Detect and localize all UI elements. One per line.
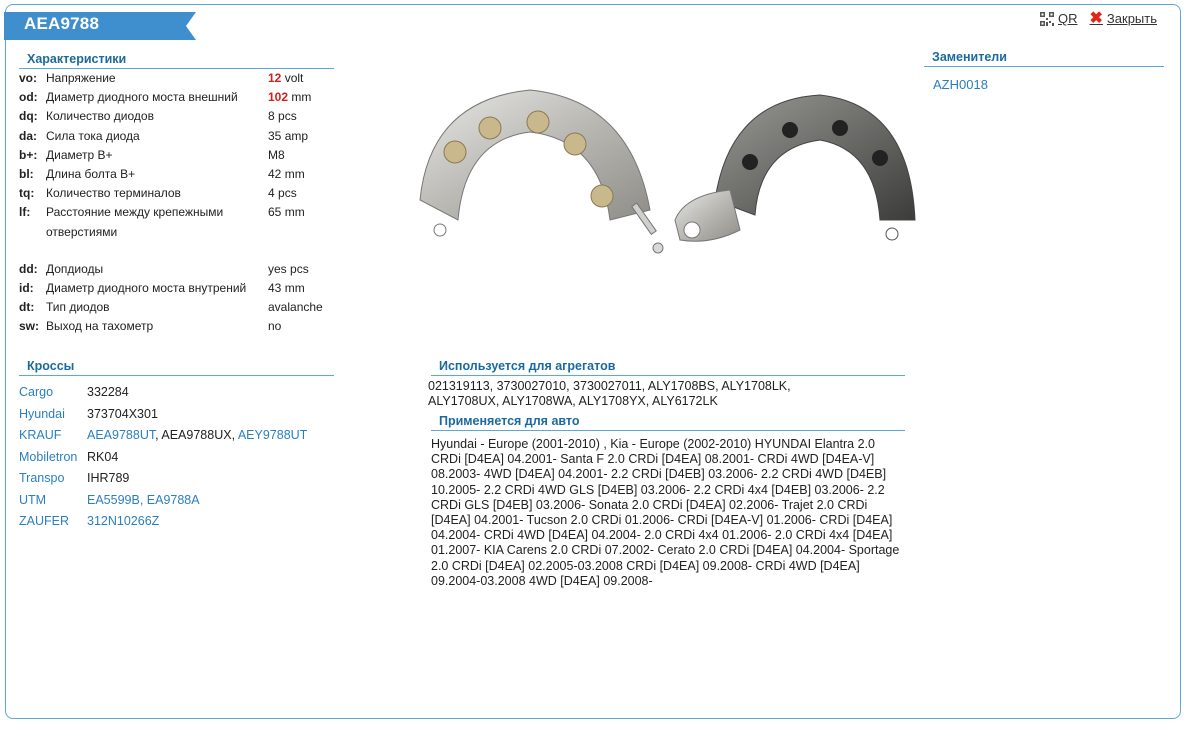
characteristic-number: 8 (268, 109, 275, 124)
characteristic-value (268, 203, 339, 241)
qr-icon (1040, 12, 1054, 26)
crosses-heading: Кроссы (19, 359, 334, 376)
characteristic-code: lf: (19, 205, 31, 220)
characteristic-code: b+: (19, 147, 38, 162)
cross-code: RK04 (87, 449, 119, 464)
close-link[interactable] (1090, 11, 1157, 26)
product-title: AEA9788 (24, 14, 100, 33)
characteristic-code: bl: (19, 167, 34, 182)
used-for-text: 021319113, 3730027010, 3730027011, ALY1708BS, ALY1708LK, ALY1708UX, ALY1708WA, ALY1708YX, ALY6172LK (428, 379, 791, 408)
characteristics-table (19, 69, 339, 337)
characteristic-row (19, 317, 339, 336)
cross-row (19, 511, 349, 533)
crosses-table (19, 382, 349, 533)
characteristic-name: Напряжение (46, 71, 116, 85)
cross-row (19, 468, 349, 490)
characteristic-row (19, 69, 339, 88)
cross-code-link[interactable]: EA5599B (87, 492, 140, 507)
cross-codes (87, 404, 349, 426)
characteristic-unit: pcs (274, 109, 297, 124)
cross-codes (87, 425, 349, 447)
characteristic-value (268, 88, 339, 107)
characteristic-number: 43 (268, 281, 282, 296)
characteristic-code: da: (19, 128, 37, 143)
characteristic-name: Допдиоды (46, 261, 104, 276)
product-photo (410, 70, 930, 270)
characteristic-unit: pcs (286, 261, 309, 276)
cross-code-link[interactable]: AEA9788UT (87, 428, 156, 442)
cross-code: 332284 (87, 385, 129, 399)
characteristic-value (268, 69, 339, 88)
characteristic-number: yes (268, 261, 287, 276)
cross-row (19, 404, 349, 426)
characteristic-code: tq: (19, 186, 35, 201)
characteristic-unit: mm (281, 281, 305, 296)
replacements-list (933, 77, 988, 92)
characteristic-code: dt: (19, 300, 35, 315)
characteristic-number: 12 (268, 71, 282, 85)
characteristic-value (268, 279, 339, 298)
cross-brand[interactable]: UTM (19, 492, 47, 507)
row-spacer (19, 242, 339, 260)
cross-codes (87, 511, 349, 533)
characteristic-code: vo: (19, 71, 37, 85)
cross-code: , (231, 428, 238, 442)
characteristic-number: no (268, 319, 282, 334)
characteristic-name: Тип диодов (46, 300, 110, 315)
characteristic-number: 35 (268, 128, 282, 143)
characteristic-number: 42 (268, 167, 282, 182)
cross-codes (87, 490, 349, 512)
cross-code: 373704X301 (87, 406, 158, 421)
cross-codes (87, 468, 349, 490)
characteristic-value (268, 127, 339, 146)
characteristic-name: Количество терминалов (46, 186, 181, 201)
characteristic-row (19, 107, 339, 126)
characteristic-value (268, 146, 339, 165)
characteristic-name: Диаметр диодного моста внутрений (46, 281, 247, 296)
cross-row (19, 425, 349, 447)
characteristic-row (19, 165, 339, 184)
characteristic-name: Выход на тахометр (46, 319, 154, 334)
characteristic-code: dq: (19, 109, 38, 124)
characteristic-value (268, 260, 339, 279)
qr-link[interactable] (1040, 11, 1078, 26)
characteristic-row (19, 146, 339, 165)
characteristic-row (19, 279, 339, 298)
cross-code-link[interactable]: AEY9788UT (237, 428, 308, 442)
characteristic-value (268, 107, 339, 126)
qr-label: QR (1058, 11, 1078, 26)
characteristic-name: Длина болта B+ (46, 167, 136, 182)
cross-row (19, 382, 349, 404)
characteristic-unit: volt (281, 71, 304, 85)
replacements-heading: Заменители (924, 50, 1164, 67)
cross-code: , (155, 428, 162, 442)
characteristic-unit: pcs (274, 186, 297, 201)
characteristic-number: avalanche (268, 300, 323, 315)
top-actions (1040, 11, 1157, 26)
replacement-link[interactable]: AZH0018 (933, 77, 988, 92)
applied-to-heading: Применяется для авто (431, 414, 905, 431)
characteristic-unit: mm (281, 167, 305, 182)
cross-codes (87, 447, 349, 469)
cross-brand[interactable]: Transpo (19, 471, 65, 485)
cross-code: AEA9788UX (161, 428, 232, 442)
characteristics-heading: Характеристики (19, 52, 334, 69)
characteristic-code: od: (19, 90, 38, 105)
characteristic-name: Диаметр диодного моста внешний (46, 90, 238, 105)
cross-codes (87, 382, 349, 404)
cross-brand[interactable]: Cargo (19, 385, 54, 399)
cross-code: IHR789 (87, 471, 130, 485)
characteristic-row (19, 298, 339, 317)
cross-code-link[interactable]: EA9788A (146, 492, 200, 507)
cross-row (19, 447, 349, 469)
characteristic-row (19, 88, 339, 107)
characteristic-unit: mm (281, 205, 305, 220)
characteristic-row (19, 184, 339, 203)
characteristic-row (19, 127, 339, 146)
cross-code-link[interactable]: , (139, 492, 147, 507)
characteristic-name: Расстояние между крепежными отверстиями (46, 205, 224, 239)
used-for-heading: Используется для агрегатов (431, 359, 905, 376)
characteristic-code: dd: (19, 261, 38, 276)
characteristic-code: id: (19, 281, 34, 296)
characteristic-code: sw: (19, 319, 40, 334)
title-ribbon (4, 8, 196, 40)
characteristic-name: Сила тока диода (46, 128, 140, 143)
characteristic-value (268, 317, 339, 336)
close-icon: ✖ (1089, 9, 1103, 27)
characteristic-value (268, 298, 339, 317)
characteristic-unit: mm (288, 90, 312, 105)
characteristic-name: Диаметр B+ (46, 147, 113, 162)
characteristic-value (268, 165, 339, 184)
characteristic-number: M8 (268, 147, 285, 162)
characteristic-unit: amp (281, 128, 309, 143)
cross-brand[interactable]: Hyundai (19, 406, 65, 421)
characteristic-row (19, 260, 339, 279)
applied-to-text: Hyundai - Europe (2001-2010) , Kia - Europe (2002-2010) HYUNDAI Elantra 2.0 CRDi [D4EA] 04.2001- Santa F 2.0 CRDi [D4EA] 08.2001- CRDi 4WD [D4EA-V] 08.2003- 4WD [D4EA] 04.2001- 2.2 CRDi [D4EB] 03.2006- 2.2 CRDi 4WD [D4EB] 10.2005- 2.2 CRDi 4WD GLS [D4EB] 03.2006- 2.2 CRDi 4x4 [D4EB] 03.2006- 2.2 CRDi GLS [D4EB] 03.2006- Sonata 2.0 CRDi [D4EA] 02.2006- Trajet 2.0 CRDi [D4EA] 04.2001- Tucson 2.0 CRDi 01.2006- CRDi [D4EA-V] 01.2006- CRDi [D4EA] 04.2004- CRDi 4WD [D4EA] 04.2004- 2.0 CRDi 4x4 01.2006- 2.0 CRDi 4x4 [D4EA] 01.2007- KIA Carens 2.0 CRDi 07.2002- Cerato 2.0 CRDi [D4EA] 04.2004- Sportage 2.0 CRDi [D4EA] 02.2005-03.2008 CRDi [D4EA] 09.2008- CRDi 4WD [D4EA] 09.2004-03.2008 4WD [D4EA] 09.2008- (431, 437, 900, 588)
characteristic-number: 65 (268, 205, 282, 220)
cross-brand[interactable]: Mobiletron (19, 449, 78, 464)
cross-code-link[interactable]: 312N10266Z (87, 514, 160, 528)
characteristic-number: 102 (268, 90, 289, 105)
characteristic-value (268, 184, 339, 203)
characteristic-row (19, 203, 339, 241)
cross-brand[interactable]: ZAUFER (19, 514, 69, 528)
cross-row (19, 490, 349, 512)
characteristic-number: 4 (268, 186, 275, 201)
cross-brand[interactable]: KRAUF (19, 428, 62, 442)
close-label: Закрыть (1106, 11, 1157, 26)
characteristic-name: Количество диодов (46, 109, 154, 124)
